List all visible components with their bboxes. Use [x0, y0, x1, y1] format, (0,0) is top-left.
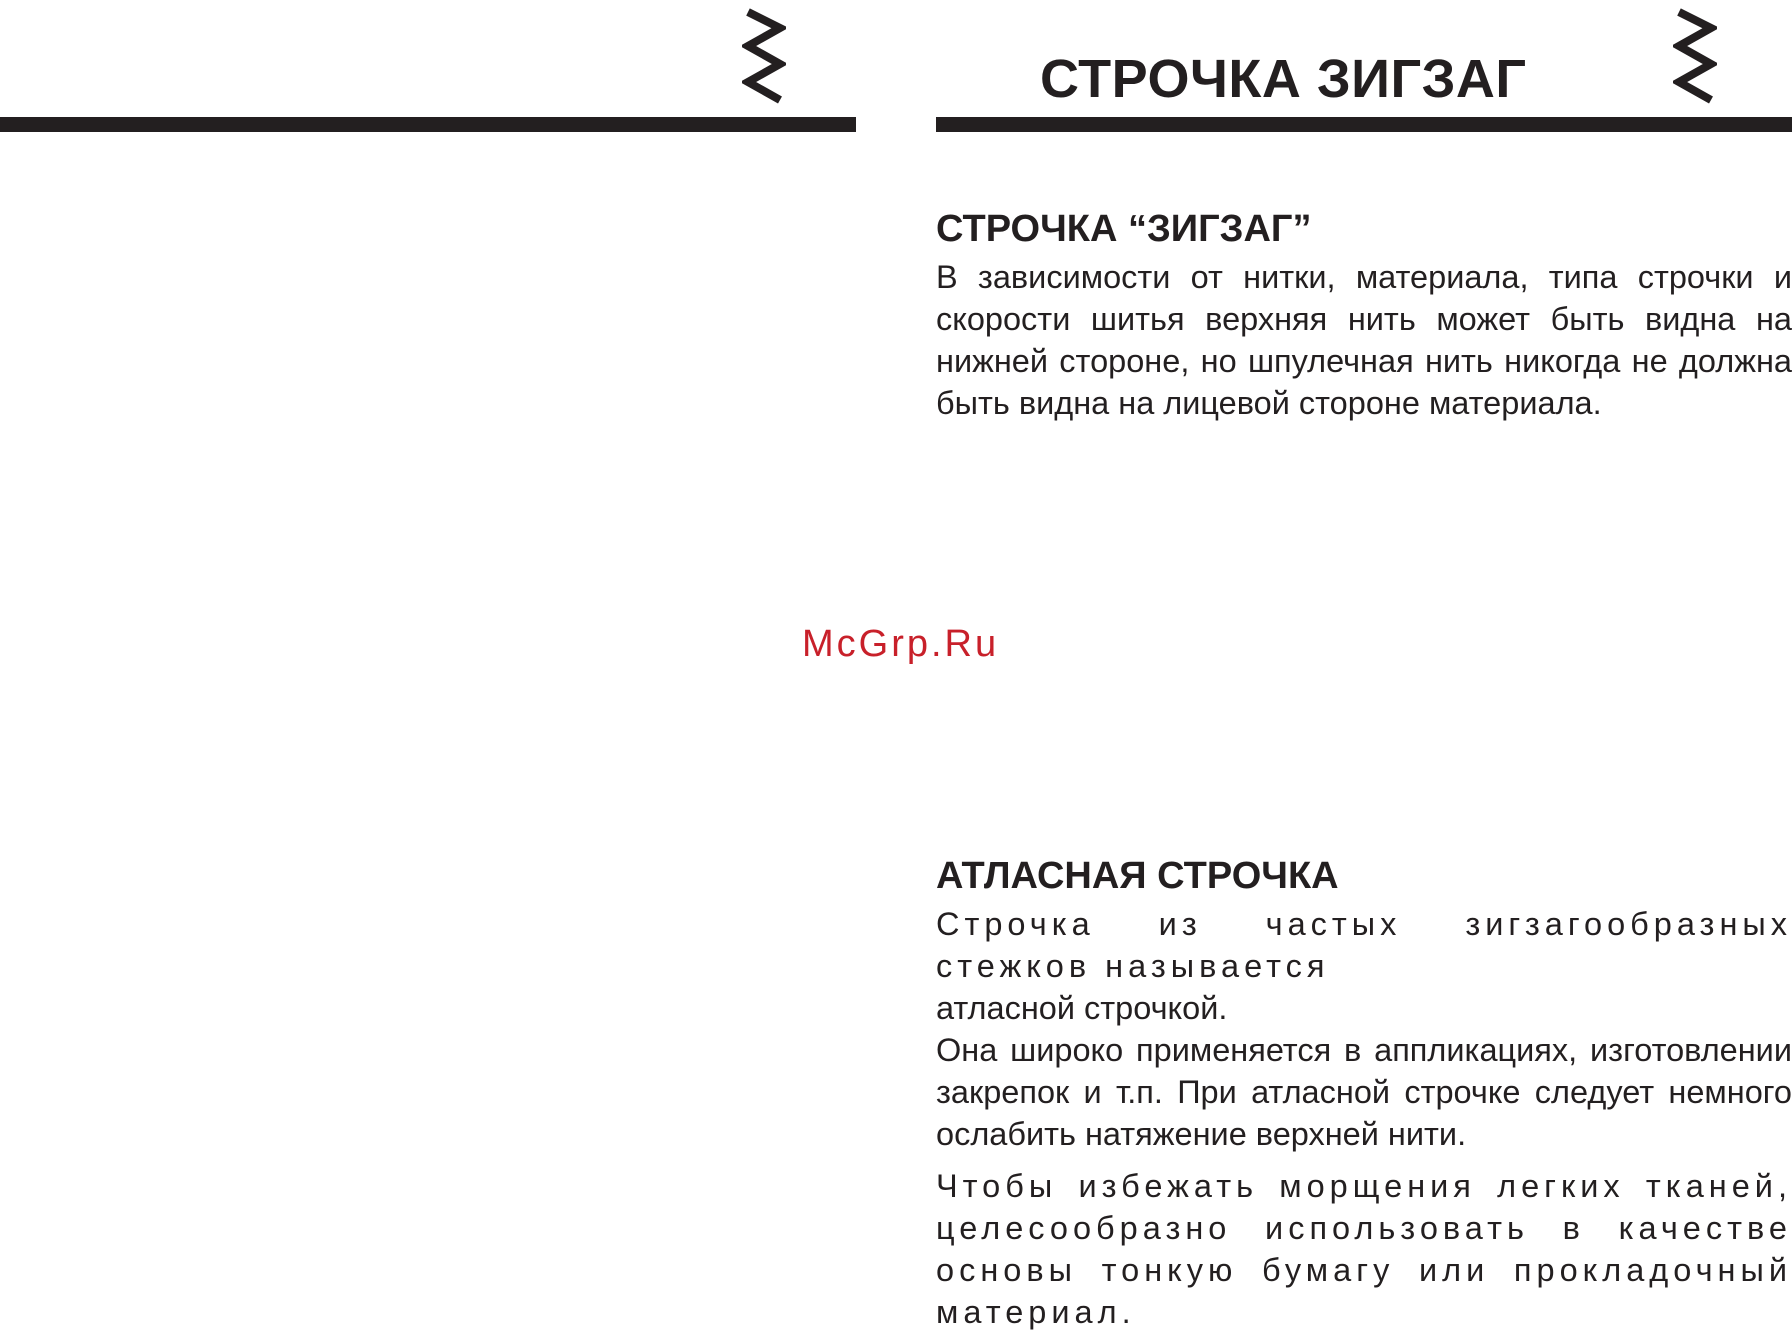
zigzag-stitch-icon — [742, 6, 786, 106]
section-paragraph: Она широко применяется в аппликациях, изготовлении закрепок и т.п. При атласной строчке следует немного ослабить натяжение верхней нити. — [936, 1032, 1792, 1152]
section-paragraph: В зависимости от нитки, материала, типа строчки и скорости шитья верхняя нить может быть видна на нижней стороне, но шпулечная нить никогда не должна быть видна на лицевой стороне материала. — [936, 259, 1792, 421]
section-zigzag-stitch — [936, 204, 1792, 424]
section-paragraph: Строчка из частых зигзагообразных стежков называется — [936, 906, 1792, 984]
section-paragraph: атласной строчкой. — [936, 990, 1228, 1026]
header-rule-right — [936, 117, 1792, 132]
zigzag-stitch-icon — [1673, 6, 1717, 106]
header-rule-left — [0, 117, 856, 132]
watermark: McGrp.Ru — [802, 623, 1000, 665]
section-heading: СТРОЧКА “ЗИГЗАГ” — [936, 208, 1312, 250]
section-heading: АТЛАСНАЯ СТРОЧКА — [936, 855, 1339, 897]
section-satin-stitch — [936, 851, 1792, 1333]
page-title: СТРОЧКА ЗИГЗАГ — [1040, 49, 1527, 109]
section-paragraph: Чтобы избежать морщения легких тканей, целесообразно использовать в качестве основы тонкую бумагу или прокладочный материал. — [936, 1168, 1792, 1330]
